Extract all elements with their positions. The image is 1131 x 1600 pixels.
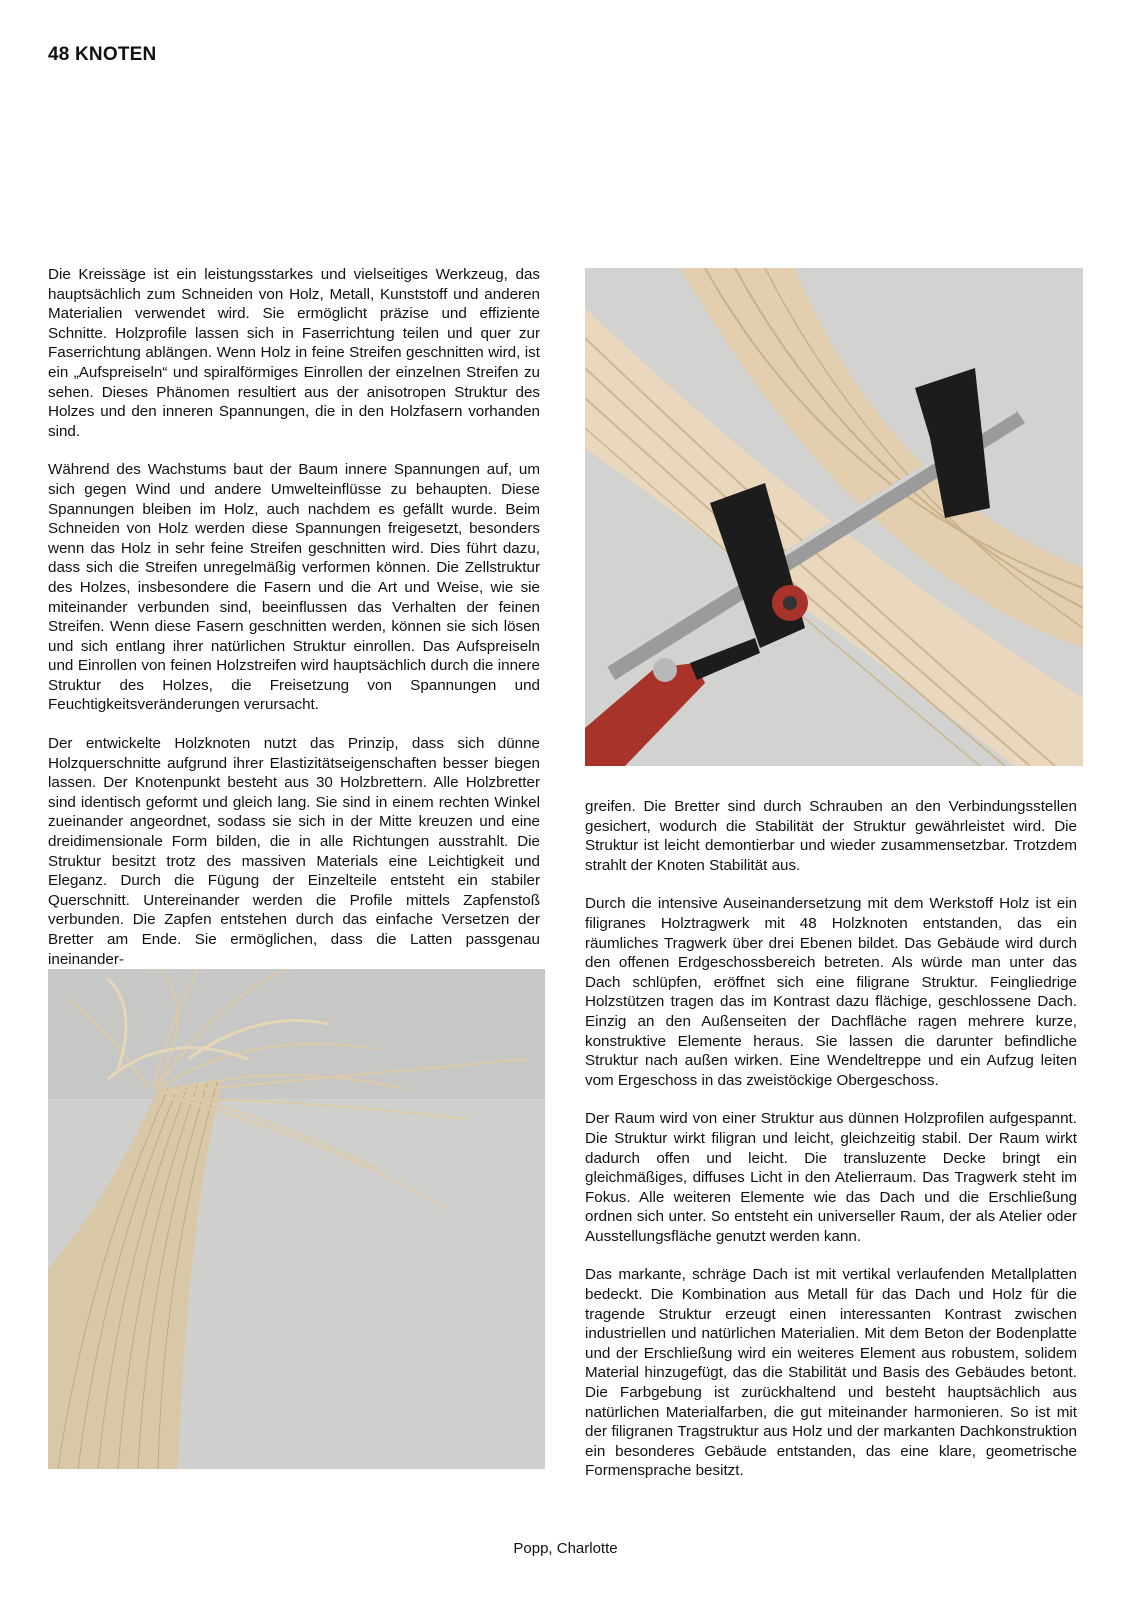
paragraph: Der entwickelte Holzknoten nutzt das Prinzip, dass sich dünne Holzquerschnitte aufgrund ihrer Elastizitätseigenschaften besser biegen lassen. Der Knotenpunkt besteht aus 30 Holzbrettern. Alle Holzbretter sind identisch geformt und gleich lang. Sie sind in einem rechten Winkel zueinander angeordnet, sodass sie sich in der Mitte kreuzen und eine dreidimensionale Form bilden, die in alle Richtungen ausstrahlt. Die Struktur besitzt trotz des massiven Materials eine Leichtigkeit und Eleganz. Durch die Fügung der Einzelteile entsteht ein stabiler Querschnitt. Untereinander werden die Profile mittels Zapfenstoß verbunden. Die Zapfen entstehen durch das einfache Versetzen der Bretter am Ende. Sie ermöglichen, dass die Latten passgenau ineinander-: [48, 735, 540, 968]
text-column-left: [48, 265, 540, 988]
paragraph: greifen. Die Bretter sind durch Schrauben an den Verbindungsstellen gesichert, wodurch die Stabilität der Struktur gewährleistet wird. Die Struktur ist leicht demontierbar und wieder zusammensetzbar. Trotzdem strahlt der Knoten Stabilität aus.: [585, 798, 1077, 874]
paragraph: Das markante, schräge Dach ist mit vertikal verlaufenden Metallplatten bedeckt. Die Kombination aus Metall für das Dach und Holz für die tragende Struktur erzeugt einen interessanten Kontrast zwischen industriellen und natürlichen Materialien. Mit dem Beton der Bodenplatte und der Erschließung wird ein weiteres Element aus robustem, solidem Material hinzugefügt, das die Stabilität und Basis des Gebäudes betont. Die Farbgebung ist zurückhaltend und besteht hauptsächlich aus natürlichen Materialfarben, die gut miteinander harmonieren. So ist mit der filigranen Tragstruktur aus Holz und der markanten Dachkonstruktion ein besonderes Gebäude entstanden, das eine klare, geometrische Formensprache besitzt.: [585, 1266, 1077, 1480]
text-column-right: [585, 797, 1077, 1500]
paragraph: Durch die intensive Auseinandersetzung mit dem Werkstoff Holz ist ein filigranes Holztragwerk mit 48 Holzknoten entstanden, das ein räumliches Tragwerk über drei Ebenen bildet. Das Gebäude wird durch den offenen Erdgeschossbereich betreten. Als würde man unter das Dach schlüpfen, eröffnet sich eine filigrane Struktur. Feingliedrige Holzstützen tragen das im Kontrast dazu flächige, geschlossene Dach. Einzig an den Außenseiten der Dachfläche ragen mehrere kurze, konstruktive Elemente heraus. Sie lassen die darunter befindliche Struktur nach außen wirken. Eine Wendeltreppe und ein Aufzug leiten vom Ergeschoss in das zweistöckige Obergeschoss.: [585, 895, 1077, 1089]
page-title: 48 KNOTEN: [48, 44, 157, 65]
paragraph: Die Kreissäge ist ein leistungsstarkes und vielseitiges Werkzeug, das hauptsächlich zum Schneiden von Holz, Metall, Kunststoff und anderen Materialien verwendet wird. Sie ermöglicht präzise und effiziente Schnitte. Holzprofile lassen sich in Faserrichtung teilen und quer zur Faserrichtung ablängen. Wenn Holz in feine Streifen geschnitten wird, ist ein „Aufspreiseln“ und spiralförmiges Einrollen der einzelnen Streifen zu sehen. Dieses Phänomen resultiert aus der anisotropen Struktur des Holzes und den inneren Spannungen, die in den Holzfasern vorhanden sind.: [48, 266, 540, 440]
paragraph: Der Raum wird von einer Struktur aus dünnen Holzprofilen aufgespannt. Die Struktur wirkt filigran und leicht, gleichzeitig stabil. Der Raum wirkt dadurch offen und leicht. Die transluzente Decke bringt ein gleichmäßiges, diffuses Licht in den Atelierraum. Das Tragwerk steht im Fokus. Alle weiteren Elemente wie das Dach und die Erschließung ordnen sich unter. So entsteht ein universeller Raum, der als Atelier oder Ausstellungsfläche genutzt werden kann.: [585, 1110, 1077, 1245]
clamp-photo: [585, 268, 1083, 766]
wood-fibers-photo: [48, 969, 545, 1469]
paragraph: Während des Wachstums baut der Baum innere Spannungen auf, um sich gegen Wind und andere Umwelteinflüsse zu behaupten. Diese Spannungen bleiben im Holz, auch nachdem es gefällt wurde. Beim Schneiden von Holz werden diese Spannungen freigesetzt, besonders wenn das Holz in sehr feine Streifen geschnitten wird. Dies führt dazu, dass sich die Streifen unregelmäßig verformen können. Die Zellstruktur des Holzes, insbesondere die Fasern und die Art und Weise, wie sie miteinander verbunden sind, beeinflussen das Verhalten der feinen Streifen. Wenn diese Fasern geschnitten werden, können sie sich lösen und sich entlang ihrer natürlichen Struktur einrollen. Das Aufspreiseln und Einrollen von feinen Holzstreifen wird hauptsächlich durch die innere Struktur des Holzes, die Freisetzung von Spannungen und Feuchtigkeitsveränderungen verursacht.: [48, 461, 540, 714]
author-footer: Popp, Charlotte: [513, 1540, 618, 1557]
wood-fibers-illustration: [48, 969, 545, 1469]
clamp-photo-illustration: [585, 268, 1083, 766]
